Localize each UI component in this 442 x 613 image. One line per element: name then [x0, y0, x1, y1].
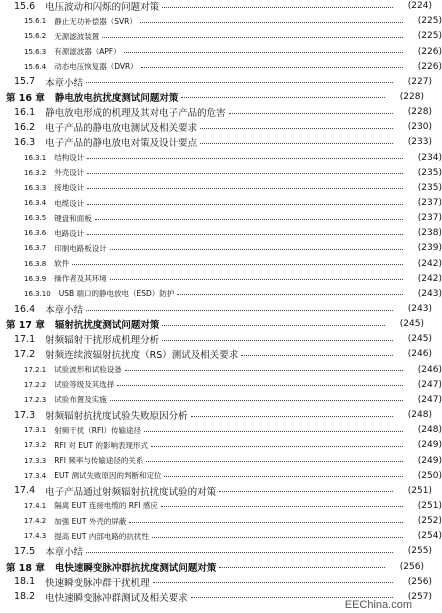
- toc-chapter: [0, 560, 424, 574]
- toc-title: 射频辐射干扰形成机理分析: [45, 335, 160, 347]
- toc-subsection: [0, 211, 442, 225]
- dot-leader: [152, 537, 403, 538]
- toc-page-number: (224): [407, 1, 432, 11]
- toc-page-number: (251): [417, 500, 442, 511]
- toc-number: 第 17 章: [6, 320, 45, 332]
- toc-number: 16.3: [14, 136, 36, 148]
- toc-number: 15.7: [14, 76, 36, 88]
- toc-title: 软件: [54, 259, 70, 269]
- toc-number: 16.3.6: [24, 229, 47, 238]
- toc-number: 16.3.1: [24, 153, 47, 162]
- toc-number: 16.3.8: [24, 259, 47, 268]
- toc-title: 辐射抗扰度测试问题对策: [54, 320, 160, 332]
- toc-page-number: (245): [407, 334, 432, 345]
- toc-section: [0, 575, 432, 589]
- toc-chapter: [0, 90, 424, 104]
- toc-number: 17.4.1: [24, 501, 47, 510]
- toc-subsection: [0, 514, 442, 528]
- dot-leader: [144, 431, 403, 432]
- toc-page-number: (250): [417, 470, 442, 481]
- dot-leader: [141, 67, 403, 68]
- toc-title: EUT 测试失败原因的判断和定位: [54, 471, 162, 481]
- toc-subsection: [0, 151, 442, 165]
- toc-page-number: (239): [417, 243, 442, 254]
- toc-subsection: [0, 454, 442, 468]
- toc-subsection: [0, 241, 442, 255]
- dot-leader: [162, 340, 393, 341]
- dot-leader: [129, 522, 403, 523]
- toc-section: [0, 408, 432, 422]
- toc-number: 17.2.3: [24, 395, 47, 404]
- dot-leader: [87, 158, 403, 159]
- toc-subsection: [0, 29, 442, 43]
- toc-subsection: [0, 272, 442, 286]
- toc-page-number: (226): [417, 61, 442, 72]
- toc-page-number: (242): [417, 273, 442, 284]
- dot-leader: [162, 325, 385, 326]
- toc-page-number: (226): [417, 46, 442, 57]
- toc-subsection: [0, 196, 442, 210]
- toc-number: 15.6: [14, 0, 36, 12]
- dot-leader: [164, 476, 403, 477]
- toc-number: 17.4.3: [24, 532, 47, 541]
- toc-number: 15.6.1: [24, 17, 47, 26]
- dot-leader: [219, 491, 393, 492]
- toc-subsection: [0, 257, 442, 271]
- dot-leader: [124, 52, 403, 53]
- dot-leader: [86, 552, 393, 553]
- toc-number: 16.3.2: [24, 168, 47, 177]
- toc-subsection: [0, 14, 442, 28]
- toc-title: 本章小结: [45, 77, 84, 89]
- toc-page-number: (225): [417, 31, 442, 42]
- toc-title: 键盘和面板: [54, 213, 92, 223]
- toc-page-number: (247): [417, 394, 442, 405]
- toc-number: 17.2: [14, 348, 36, 360]
- toc-subsection: [0, 287, 442, 301]
- toc-title: 电快速瞬变脉冲群测试及相关要求: [45, 592, 188, 604]
- toc-page-number: (249): [417, 440, 442, 451]
- toc-page-number: (237): [417, 213, 442, 224]
- toc-number: 16.3.5: [24, 214, 47, 223]
- dot-leader: [153, 582, 393, 583]
- dot-leader: [162, 7, 393, 8]
- toc-number: 16.3.7: [24, 244, 47, 253]
- toc-number: 15.6.3: [24, 47, 47, 56]
- toc-page-number: (249): [417, 455, 442, 466]
- dot-leader: [117, 385, 403, 386]
- toc-number: 17.3.3: [24, 456, 47, 465]
- toc-section: [0, 484, 432, 498]
- toc-title: 印制电路板设计: [54, 243, 107, 253]
- toc-title: 电子产品通过射频辐射抗扰度试验的对策: [45, 486, 217, 498]
- toc-section: [0, 135, 432, 149]
- toc-title: 静止无功补偿器（SVR）: [54, 16, 137, 26]
- toc-page-number: (247): [417, 379, 442, 390]
- toc-title: 射频辐射抗扰度试验失败原因分析: [45, 411, 188, 423]
- toc-number: 17.3: [14, 409, 36, 421]
- dot-leader: [95, 219, 403, 220]
- toc-page-number: (248): [417, 425, 442, 436]
- toc-title: 接地设计: [54, 183, 85, 193]
- toc-page-number: (248): [407, 410, 432, 421]
- dot-leader: [151, 446, 403, 447]
- dot-leader: [191, 416, 393, 417]
- dot-leader: [102, 37, 403, 38]
- toc-title: RFI 频率与传输途径的关系: [54, 456, 144, 465]
- toc-chapter: [0, 317, 424, 331]
- toc-page-number: (238): [417, 228, 442, 239]
- dot-leader: [110, 400, 403, 401]
- toc-page-number: (246): [407, 349, 432, 360]
- toc-subsection: [0, 363, 442, 377]
- toc-number: 17.3.2: [24, 441, 47, 450]
- toc-number: 16.1: [14, 106, 36, 118]
- toc-page-number: (257): [407, 591, 432, 602]
- toc-title: 试验等级及其选择: [54, 380, 115, 390]
- toc-page-number: (256): [407, 576, 432, 587]
- toc-number: 16.3.3: [24, 183, 47, 192]
- toc-title: 电子产品的静电放电测试及相关要求: [45, 123, 198, 135]
- toc-title: 提高 EUT 内部电路的抗扰性: [54, 531, 149, 541]
- toc-number: 16.3.10: [24, 289, 51, 298]
- dot-leader: [87, 204, 403, 205]
- toc-page-number: (235): [417, 182, 442, 193]
- toc-page-number: (225): [417, 16, 442, 27]
- toc-page-number: (252): [417, 516, 442, 527]
- dot-leader: [87, 234, 403, 235]
- dot-leader: [177, 294, 403, 295]
- watermark: EEChina.com: [344, 599, 412, 611]
- toc-subsection: [0, 393, 442, 407]
- toc-title: 射频连续波辐射抗扰度（RS）测试及相关要求: [45, 350, 239, 362]
- toc-page-number: (243): [407, 304, 432, 314]
- toc-subsection: [0, 529, 442, 543]
- toc-title: 操作者及其环境: [54, 274, 107, 284]
- toc-title: 电子产品的静电放电对策及设计要点: [45, 138, 198, 150]
- toc-page-number: (245): [399, 319, 424, 330]
- toc-title: RFI 对 EUT 的影响表现形式: [54, 440, 148, 450]
- toc-subsection: [0, 423, 442, 437]
- toc-page-number: (228): [407, 107, 432, 117]
- toc-section: [0, 0, 432, 13]
- toc-page-number: (242): [417, 258, 442, 269]
- toc-number: 17.4.2: [24, 517, 47, 526]
- toc-number: 第 16 章: [6, 92, 45, 104]
- toc-title: 静电放电抗扰度测试问题对策: [54, 92, 179, 104]
- toc-page-number: (237): [417, 198, 442, 208]
- toc-number: 17.4: [14, 485, 36, 497]
- dot-leader: [181, 97, 385, 98]
- toc-title: 隔离 EUT 连接电缆的 RFI 感应: [54, 501, 158, 511]
- toc-section: [0, 332, 432, 346]
- toc-page-number: (243): [417, 288, 442, 299]
- toc-number: 17.2.2: [24, 380, 47, 389]
- toc-section: [0, 75, 432, 89]
- toc-number: 17.3.1: [24, 426, 47, 435]
- toc-subsection: [0, 181, 442, 195]
- toc-title: 电缆设计: [54, 198, 85, 208]
- toc-page-number: (254): [417, 531, 442, 542]
- dot-leader: [229, 113, 393, 114]
- toc-page-number: (234): [417, 152, 442, 163]
- toc-title: 试验布置及实施: [54, 395, 107, 405]
- dot-leader: [241, 355, 393, 356]
- toc-title: 无源滤波装置: [54, 31, 100, 41]
- toc-subsection: [0, 45, 442, 59]
- toc-number: 16.2: [14, 121, 36, 133]
- dot-leader: [86, 310, 393, 311]
- toc-number: 17.1: [14, 333, 36, 345]
- toc-title: 外壳设计: [54, 168, 85, 178]
- toc-page-number: (228): [399, 91, 424, 102]
- toc-number: 16.3.9: [24, 274, 47, 283]
- toc-subsection: [0, 378, 442, 392]
- toc-title: 动态电压恢复器（DVR）: [54, 62, 138, 72]
- toc-title: 静电放电形成的机理及其对电子产品的危害: [45, 108, 226, 119]
- toc-number: 17.2.1: [24, 365, 47, 374]
- toc-title: USB 端口的静电放电（ESD）防护: [58, 289, 175, 299]
- dot-leader: [146, 461, 403, 462]
- toc-title: 有源滤波器（APF）: [54, 47, 121, 56]
- toc-number: 17.5: [14, 545, 36, 557]
- dot-leader: [200, 143, 393, 144]
- toc-title: 电路设计: [54, 228, 85, 238]
- toc-number: 16.4: [14, 303, 36, 315]
- toc-number: 17.3.4: [24, 471, 47, 480]
- toc-title: 试验波形和试验设备: [54, 365, 122, 375]
- toc-title: 加强 EUT 外壳的屏蔽: [54, 516, 127, 526]
- dot-leader: [161, 506, 403, 507]
- toc-page-number: (235): [417, 167, 442, 178]
- toc-title: 本章小结: [45, 305, 84, 316]
- toc-page-number: (256): [399, 561, 424, 572]
- dot-leader: [72, 264, 403, 265]
- toc-page-number: (255): [407, 546, 432, 557]
- toc-subsection: [0, 499, 442, 513]
- toc-number: 18.1: [14, 576, 36, 588]
- dot-leader: [86, 82, 393, 83]
- toc-title: 快速瞬变脉冲群干扰机理: [45, 577, 150, 589]
- dot-leader: [219, 567, 385, 568]
- toc-number: 18.2: [14, 591, 36, 603]
- dot-leader: [87, 173, 403, 174]
- toc-subsection: [0, 166, 442, 180]
- toc-section: [0, 544, 432, 558]
- toc-subsection: [0, 226, 442, 240]
- toc-title: 射频干扰（RFI）传输途径: [54, 425, 142, 435]
- toc-section: [0, 302, 432, 316]
- dot-leader: [87, 188, 403, 189]
- toc-subsection: [0, 60, 442, 74]
- dot-leader: [125, 370, 403, 371]
- toc-page-number: (230): [407, 122, 432, 133]
- toc-section: [0, 120, 432, 134]
- toc-subsection: [0, 438, 442, 452]
- toc-page-number: (251): [407, 485, 432, 496]
- toc-number: 16.3.4: [24, 199, 47, 207]
- toc-number: 第 18 章: [6, 562, 45, 574]
- toc-section: [0, 105, 432, 119]
- dot-leader: [110, 249, 403, 250]
- toc-page-number: (233): [407, 137, 432, 148]
- toc-page-number: (227): [407, 76, 432, 87]
- dot-leader: [140, 22, 403, 23]
- toc-subsection: [0, 469, 442, 483]
- toc-title: 电压波动和闪烁的问题对策: [45, 2, 160, 13]
- dot-leader: [110, 279, 403, 280]
- toc-title: 本章小结: [45, 547, 84, 559]
- toc-number: 15.6.4: [24, 62, 47, 71]
- toc-title: 电快速瞬变脉冲群抗扰度测试问题对策: [54, 562, 217, 574]
- toc-section: [0, 347, 432, 361]
- toc-title: 结构设计: [54, 153, 85, 162]
- toc-page-number: (246): [417, 364, 442, 375]
- dot-leader: [200, 128, 393, 129]
- toc-number: 15.6.2: [24, 32, 47, 41]
